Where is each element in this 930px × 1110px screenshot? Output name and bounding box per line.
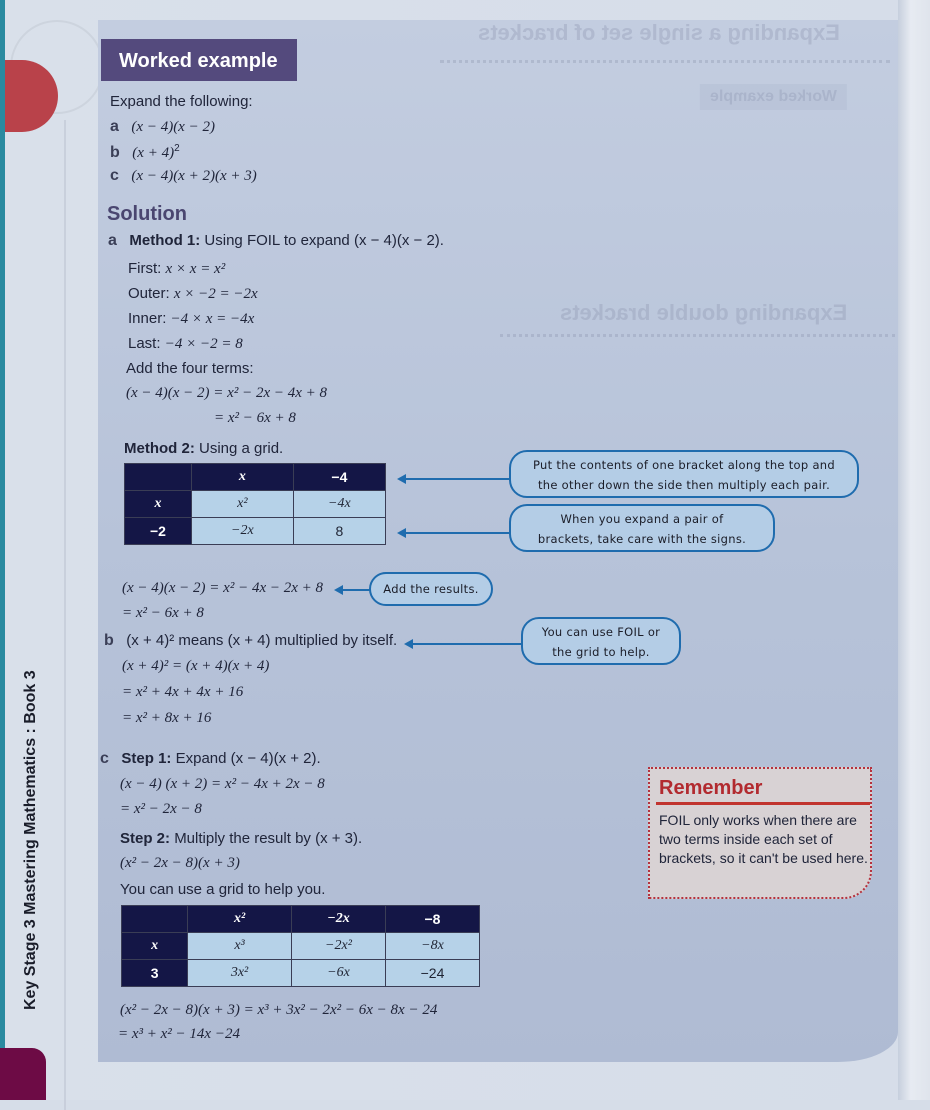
grid-row-header: 3 (122, 960, 188, 987)
question-expression: (x − 4)(x + 2)(x + 3) (131, 168, 257, 184)
step-expression: −4 × x = −4x (170, 311, 255, 327)
grid-cell: −8x (385, 933, 479, 960)
foil-inner (128, 310, 254, 328)
callout-add-results: Add the results. (369, 572, 493, 606)
grid-table-c (121, 905, 480, 987)
grid-header-cell: −2x (291, 906, 385, 933)
margin-line (64, 120, 66, 1110)
page-right-edge (898, 0, 930, 1100)
method-text: Using FOIL to expand (x − 4)(x − 2). (204, 232, 444, 249)
grid-cell: −2x (191, 518, 293, 545)
part-c-line-3: (x² − 2x − 8)(x + 3) (120, 855, 240, 871)
question-expression: (x − 4)(x − 2) (131, 119, 215, 135)
part-b-line-3: = x² + 4x + 4x + 16 (122, 684, 244, 700)
add-terms-text: Add the four terms: (126, 360, 254, 377)
part-b-line-2: (x + 4)² = (x + 4)(x + 4) (122, 658, 270, 674)
book-spine-title: Key Stage 3 Mastering Mathematics : Book 3 (22, 670, 39, 1010)
remember-box (648, 767, 872, 899)
part-a-method1 (108, 232, 444, 250)
grid-cell: −6x (291, 960, 385, 987)
show-through-dots (500, 334, 895, 337)
method-label: Method 1: (129, 232, 201, 249)
show-through-heading: Expanding double brackets (560, 300, 848, 325)
grid-header-cell: −8 (385, 906, 479, 933)
step-label: Step 2: (120, 830, 171, 847)
question-c (110, 167, 257, 185)
step-expression: x × x = x² (165, 261, 226, 277)
result-line-2: = x² − 6x + 8 (122, 605, 204, 621)
grid-cell: −2x² (291, 933, 385, 960)
step-expression: −4 × −2 = 8 (164, 336, 243, 352)
grid-hint: You can use a grid to help you. (120, 881, 326, 898)
part-c-step2 (120, 830, 362, 847)
foil-last (128, 335, 243, 353)
step-label: First: (128, 260, 162, 277)
step-expression: x × −2 = −2x (173, 286, 258, 302)
grid-header-cell: x (191, 464, 293, 491)
remember-divider (656, 802, 870, 805)
method-text: Using a grid. (199, 440, 284, 457)
remember-title: Remember (659, 777, 763, 799)
final-line-1: (x² − 2x − 8)(x + 3) = x³ + 3x² − 2x² − 6x − 8x − 24 (120, 1002, 438, 1018)
prompt-text: Expand the following: (110, 93, 253, 110)
part-b-line-4: = x² + 8x + 16 (122, 710, 212, 726)
grid-header-cell: x² (188, 906, 292, 933)
part-c-line-1: (x − 4) (x + 2) = x² − 4x + 2x − 8 (120, 776, 325, 792)
grid-row-header: x (122, 933, 188, 960)
step-label: Last: (128, 335, 161, 352)
arrow-left-icon (412, 643, 522, 645)
show-through-text: Expanding a single set of brackets (478, 20, 840, 45)
worked-example-banner: Worked example (101, 39, 297, 81)
callout-line: the other down the side then multiply each pair. (537, 478, 831, 492)
question-label: a (110, 118, 119, 135)
show-through-banner: Worked example (700, 84, 847, 110)
question-a (110, 118, 215, 136)
solution-heading: Solution (107, 203, 187, 225)
callout-line: You can use FOIL or (541, 625, 661, 639)
final-line-2: = x³ + x² − 14x −24 (118, 1026, 240, 1042)
question-b (110, 143, 180, 162)
question-expression: (x + 4) (132, 145, 175, 161)
step-label: Inner: (128, 310, 167, 327)
sum-line-1: (x − 4)(x − 2) = x² − 2x − 4x + 8 (126, 385, 327, 401)
callout-line: the grid to help. (552, 645, 650, 659)
foil-first (128, 260, 225, 278)
question-label: b (110, 144, 120, 161)
grid-corner (122, 906, 188, 933)
grid-cell: −4x (293, 491, 385, 518)
part-label: a (108, 232, 117, 249)
callout-line: Put the contents of one bracket along the top and (533, 458, 835, 472)
arrow-left-icon (342, 589, 370, 591)
grid-cell: x³ (188, 933, 292, 960)
question-label: c (110, 167, 119, 184)
result-line-1: (x − 4)(x − 2) = x² − 4x − 2x + 8 (122, 580, 323, 596)
part-c-line-2: = x² − 2x − 8 (120, 801, 202, 817)
part-b-intro (104, 632, 397, 650)
grid-cell: −24 (385, 960, 479, 987)
part-label: c (100, 750, 109, 767)
part-label: b (104, 632, 114, 649)
callout-line: brackets, take care with the signs. (537, 532, 747, 546)
arrow-left-icon (405, 532, 510, 534)
grid-row-header: −2 (125, 518, 192, 545)
chapter-tab (0, 1048, 46, 1100)
part-a-method2 (124, 440, 283, 457)
callout-foil-or-grid (521, 617, 681, 665)
step-text: Expand (x − 4)(x + 2). (175, 750, 321, 767)
grid-cell: 3x² (188, 960, 292, 987)
step-label: Step 1: (121, 750, 172, 767)
grid-table-a (124, 463, 386, 545)
arrow-left-icon (405, 478, 510, 480)
callout-line: When you expand a pair of (560, 512, 724, 526)
grid-corner (125, 464, 192, 491)
show-through-dots (440, 60, 890, 63)
callout-grid-instructions (509, 450, 859, 498)
grid-row-header: x (125, 491, 192, 518)
callout-signs (509, 504, 775, 552)
part-b-text: (x + 4)² means (x + 4) multiplied by itself. (126, 632, 398, 649)
grid-header-cell: −4 (293, 464, 385, 491)
step-text: Multiply the result by (x + 3). (174, 830, 363, 847)
remember-body: FOIL only works when there are two terms inside each set of brackets, so it can't be used here. (659, 812, 868, 866)
grid-cell: x² (191, 491, 293, 518)
part-c-step1 (100, 750, 321, 768)
foil-outer (128, 285, 258, 303)
method-label: Method 2: (124, 440, 195, 457)
step-label: Outer: (128, 285, 170, 302)
exponent: 2 (174, 143, 180, 154)
sum-line-2: = x² − 6x + 8 (214, 410, 296, 426)
grid-cell: 8 (293, 518, 385, 545)
